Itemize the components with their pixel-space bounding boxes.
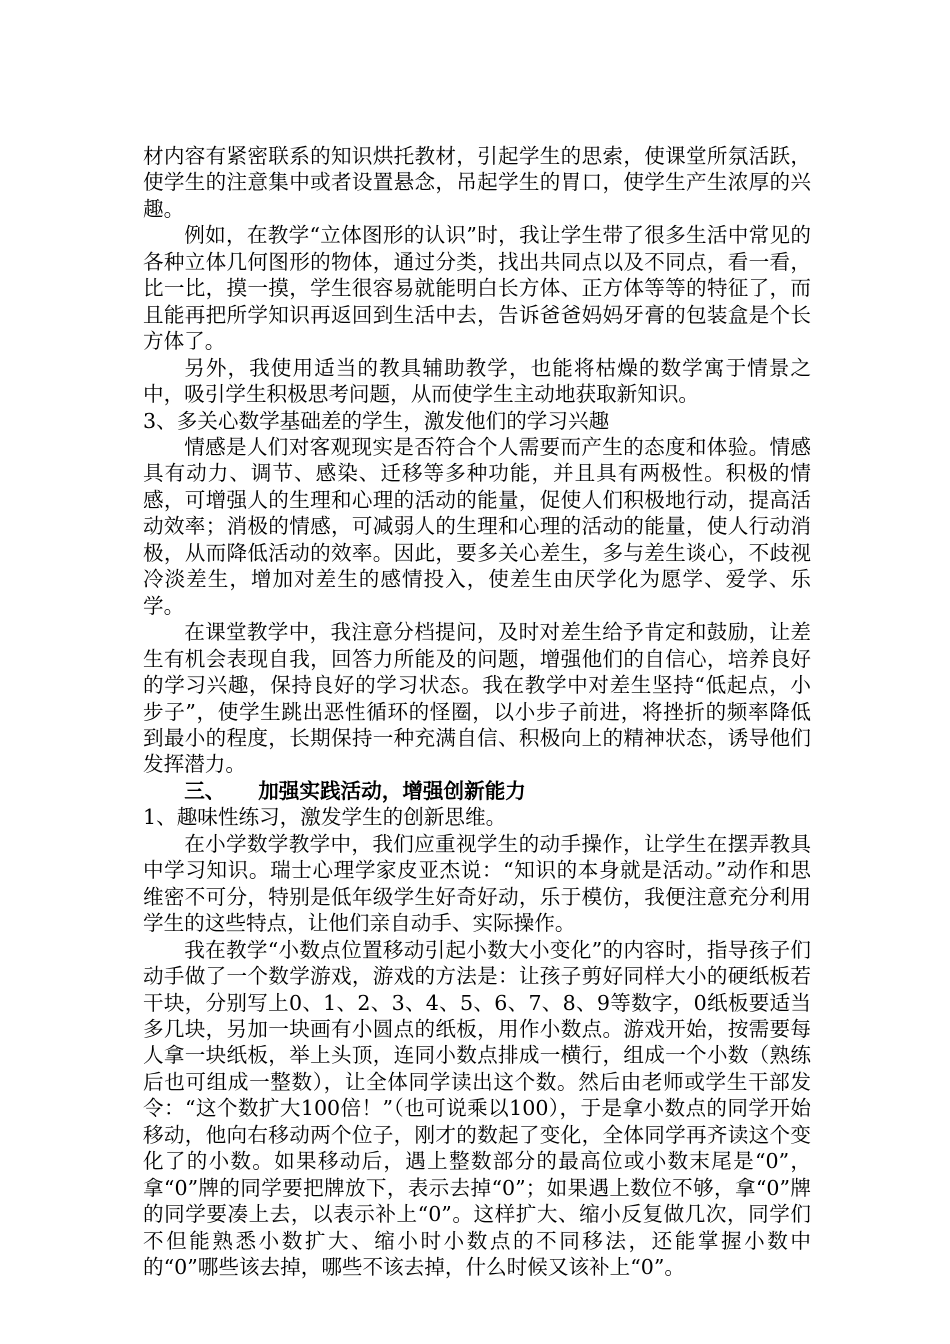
subheading-fun-practice: 1、趣味性练习，激发学生的创新思维。	[143, 805, 507, 830]
paragraph-hands-on: 在小学数学教学中，我们应重视学生的动手操作，让学生在摆弄教具中学习知识。瑞士心理学家皮亚杰说：“知识的本身就是活动。”动作和思维密不可分，特别是低年级学生好奇好动，乐于模仿，我便注意充分利用学生的这些特点，让他们亲自动手、实际操作。	[143, 831, 811, 936]
subheading-care-weak-students: 3、多关心数学基础差的学生，激发他们的学习兴趣	[143, 408, 610, 433]
section-heading-number: 三、	[184, 778, 226, 803]
paragraph-example-3d-shapes: 例如，在教学“立体图形的认识”时，我让学生带了很多生活中常见的各种立体几何图形的物体，通过分类，找出共同点以及不同点，看一看，比一比，摸一摸，学生很容易就能明白长方体、正方体等等的特征了，而且能再把所学知识再返回到生活中去，告诉爸爸妈妈牙膏的包装盒是个长方体了。	[143, 223, 811, 354]
paragraph-decimal-game: 我在教学“小数点位置移动引起小数大小变化”的内容时，指导孩子们动手做了一个数学游戏，游戏的方法是：让孩子剪好同样大小的硬纸板若干块，分别写上0、1、2、3、4、5、6、7、8、9等数字，0纸板要适当多几块，另加一块画有小圆点的纸板，用作小数点。游戏开始，按需要每人拿一块纸板，举上头顶，连同小数点排成一横行，组成一个小数（熟练后也可组成一整数），让全体同学读出这个数。然后由老师或学生干部发令：“这个数扩大100倍！”（也可说乘以100），于是拿小数点的同学开始移动，他向右移动两个位子，刚才的数起了变化，全体同学再齐读这个变化了的小数。如果移动后，遇上整数部分的最高位或小数末尾是“0”，拿“0”牌的同学要把牌放下，表示去掉“0”；如果遇上数位不够，拿“0”牌的同学要凑上去，以表示补上“0”。这样扩大、缩小反复做几次，同学们不但能熟悉小数扩大、缩小时小数点的不同移法，还能掌握小数中的“0”哪些该去掉，哪些不该去掉，什么时候又该补上“0”。	[143, 937, 811, 1280]
paragraph-teaching-aids: 另外，我使用适当的教具辅助教学，也能将枯燥的数学寓于情景之中，吸引学生积极思考问题，从而使学生主动地获取新知识。	[143, 355, 811, 407]
section-heading	[143, 778, 811, 804]
paragraph-continued: 材内容有紧密联系的知识烘托教材，引起学生的思索，使课堂所氛活跃，使学生的注意集中或者设置悬念，吊起学生的胃口，使学生产生浓厚的兴趣。	[143, 144, 811, 221]
paragraph-classroom-questioning: 在课堂教学中，我注意分档提问，及时对差生给予肯定和鼓励，让差生有机会表现自我，回答力所能及的问题，增强他们的自信心，培养良好的学习兴趣，保持良好的学习状态。我在教学中对差生坚持“低起点，小步子”，使学生跳出恶性循环的怪圈，以小步子前进，将挫折的频率降低到最小的程度，长期保持一种充满自信、积极向上的精神状态，诱导他们发挥潜力。	[143, 620, 811, 777]
document-page	[143, 143, 811, 1280]
section-heading-title: 加强实践活动，增强创新能力	[258, 778, 526, 803]
paragraph-emotion: 情感是人们对客观现实是否符合个人需要而产生的态度和体验。情感具有动力、调节、感染、迁移等多种功能，并且具有两极性。积极的情感，可增强人的生理和心理的活动的能量，促使人们积极地行动，提高活动效率；消极的情感，可减弱人的生理和心理的活动的能量，使人行动消极，从而降低活动的效率。因此，要多关心差生，多与差生谈心，不歧视冷淡差生，增加对差生的感情投入，使差生由厌学化为愿学、爱学、乐学。	[143, 434, 811, 618]
